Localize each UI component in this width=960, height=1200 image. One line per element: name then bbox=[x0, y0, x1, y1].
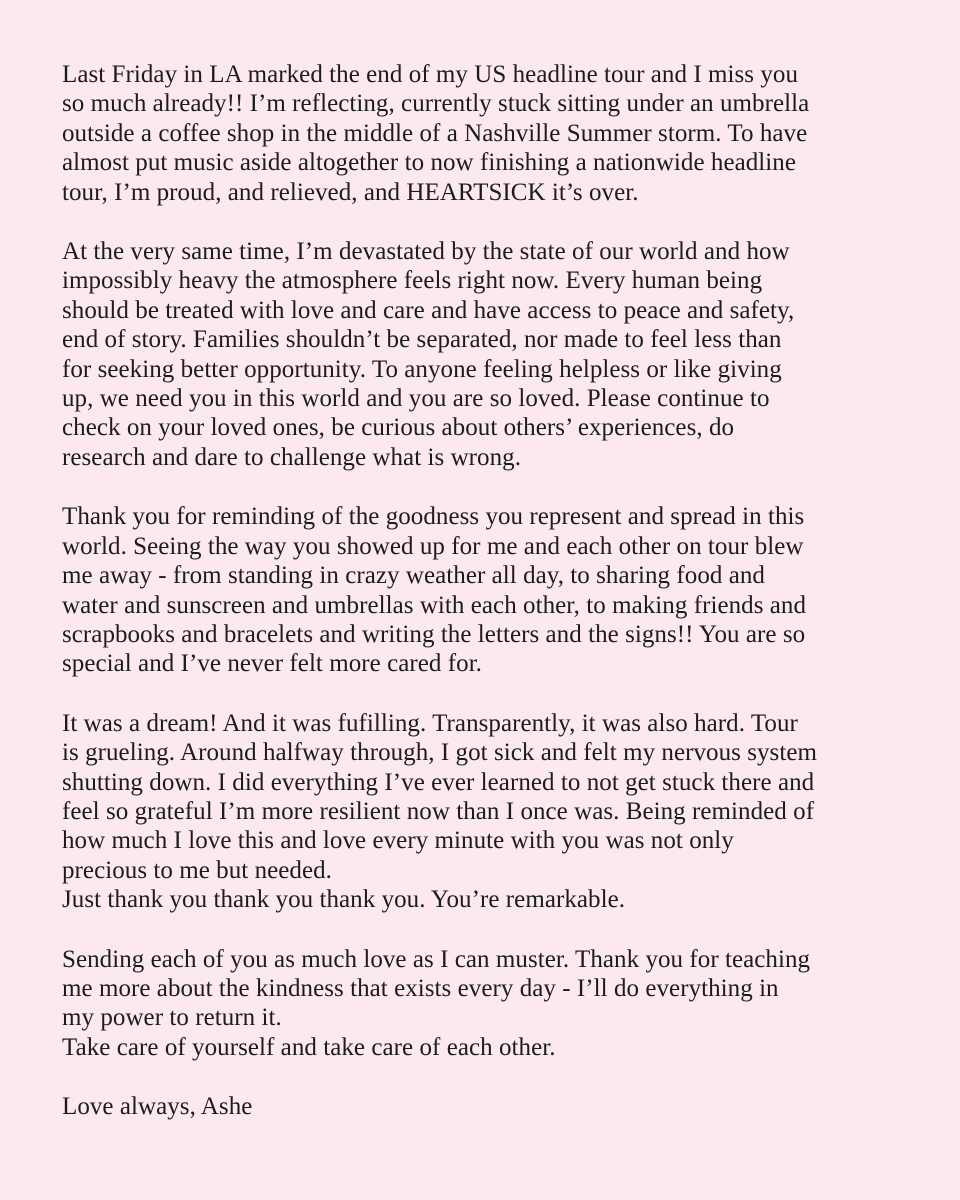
signoff-text: Love always, Ashe bbox=[62, 1093, 253, 1121]
text-line: outside a coffee shop in the middle of a Nashville Summer storm. To have bbox=[62, 119, 808, 147]
paragraph-world-state bbox=[62, 237, 922, 472]
text-line: my power to return it. bbox=[62, 1004, 282, 1032]
text-line: research and dare to challenge what is wrong. bbox=[62, 443, 521, 471]
text-line: me more about the kindness that exists every day - I’ll do everything in bbox=[62, 974, 779, 1002]
text-line: precious to me but needed. bbox=[62, 856, 332, 884]
text-line: impossibly heavy the atmosphere feels right now. Every human being bbox=[62, 267, 763, 295]
text-line: almost put music aside altogether to now finishing a nationwide headline bbox=[62, 149, 796, 177]
text-line: tour, I’m proud, and relieved, and HEARTSICK it’s over. bbox=[62, 178, 639, 206]
text-line: Take care of yourself and take care of each other. bbox=[62, 1033, 556, 1061]
text-line: how much I love this and love every minute with you was not only bbox=[62, 827, 734, 855]
text-line: It was a dream! And it was fufilling. Transparently, it was also hard. Tour bbox=[62, 709, 798, 737]
text-line: shutting down. I did everything I’ve ever learned to not get stuck there and bbox=[62, 768, 815, 796]
letter-body bbox=[62, 60, 922, 1122]
text-line: check on your loved ones, be curious about others’ experiences, do bbox=[62, 414, 735, 442]
text-line: scrapbooks and bracelets and writing the letters and the signs!! You are so bbox=[62, 620, 806, 648]
text-line: me away - from standing in crazy weather all day, to sharing food and bbox=[62, 562, 765, 590]
text-line: feel so grateful I’m more resilient now than I once was. Being reminded of bbox=[62, 797, 815, 825]
text-line: At the very same time, I’m devastated by the state of our world and how bbox=[62, 238, 790, 266]
paragraph-thank-you bbox=[62, 502, 922, 678]
text-line: Thank you for reminding of the goodness you represent and spread in this bbox=[62, 503, 805, 531]
text-line: Just thank you thank you thank you. You’re remarkable. bbox=[62, 886, 626, 914]
paragraph-sending-love bbox=[62, 945, 922, 1063]
signoff bbox=[62, 1092, 922, 1121]
text-line: water and sunscreen and umbrellas with each other, to making friends and bbox=[62, 591, 807, 619]
text-line: Last Friday in LA marked the end of my US headline tour and I miss you bbox=[62, 61, 799, 88]
text-line: so much already!! I’m reflecting, currently stuck sitting under an umbrella bbox=[62, 90, 810, 118]
text-line: Sending each of you as much love as I can muster. Thank you for teaching bbox=[62, 945, 811, 973]
paragraph-tour-end bbox=[62, 60, 922, 207]
text-line: special and I’ve never felt more cared for. bbox=[62, 650, 482, 678]
text-line: should be treated with love and care and have access to peace and safety, bbox=[62, 296, 795, 324]
text-line: up, we need you in this world and you are so loved. Please continue to bbox=[62, 385, 770, 413]
paragraph-dream bbox=[62, 709, 922, 915]
text-line: world. Seeing the way you showed up for me and each other on tour blew bbox=[62, 532, 804, 560]
text-line: is grueling. Around halfway through, I got sick and felt my nervous system bbox=[62, 739, 817, 767]
text-line: end of story. Families shouldn’t be separated, nor made to feel less than bbox=[62, 326, 782, 354]
text-line: for seeking better opportunity. To anyone feeling helpless or like giving bbox=[62, 355, 782, 383]
